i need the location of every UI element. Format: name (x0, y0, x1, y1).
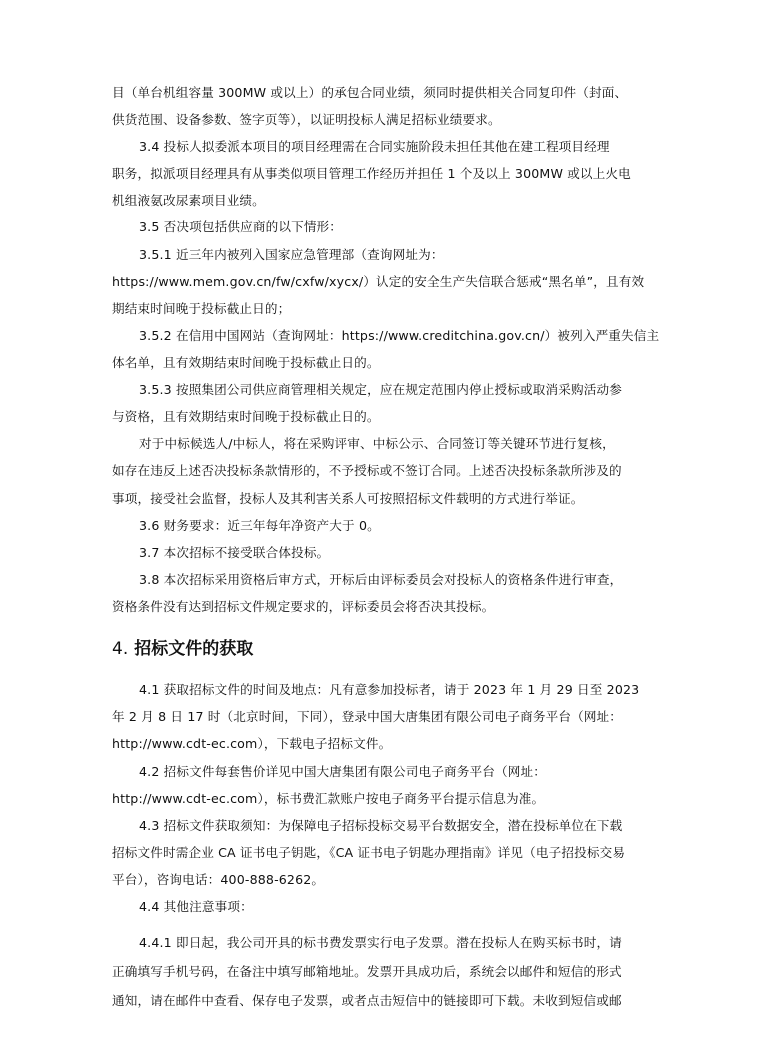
text-line: 期结束时间晚于投标截止日的； (112, 301, 291, 316)
text-line: 3.5.1 近三年内被列入国家应急管理部（查询网址为： (139, 247, 444, 262)
text-line: 3.5.3 按照集团公司供应商管理相关规定，应在规定范围内停止授标或取消采购活动参 (139, 382, 622, 397)
text-line: 事项，接受社会监督，投标人及其利害关系人可按照招标文件载明的方式进行举证。 (112, 491, 584, 506)
section-title: 招标文件的获取 (134, 639, 254, 659)
text-line: 4.1 获取招标文件的时间及地点：凡有意参加投标者，请于 2023 年 1 月 29 日至 2023 (139, 682, 640, 697)
section-heading (112, 636, 253, 662)
text-line: 对于中标候选人/中标人，将在采购评审、中标公示、合同签订等关键环节进行复核， (139, 436, 615, 451)
text-line: 资格条件没有达到招标文件规定要求的，评标委员会将否决其投标。 (112, 599, 495, 614)
text-line: 目（单台机组容量 300MW 或以上）的承包合同业绩，须同时提供相关合同复印件（封面、 (112, 85, 628, 100)
text-line: 如存在违反上述否决投标条款情形的，不予授标或不签订合同。上述否决投标条款所涉及的 (112, 463, 622, 478)
text-line: http://www.cdt-ec.com），下载电子招标文件。 (112, 736, 392, 751)
section-number: 4. (112, 639, 129, 659)
text-line: 3.5.2 在信用中国网站（查询网址：https://www.creditchina.gov.cn/）被列入严重失信主 (139, 328, 660, 343)
text-line: 3.4 投标人拟委派本项目的项目经理需在合同实施阶段未担任其他在建工程项目经理 (139, 139, 610, 154)
text-line: 正确填写手机号码，在备注中填写邮箱地址。发票开具成功后，系统会以邮件和短信的形式 (112, 964, 622, 979)
text-line: 3.8 本次招标采用资格后审方式，开标后由评标委员会对投标人的资格条件进行审查， (139, 572, 623, 587)
text-line: https://www.mem.gov.cn/fw/cxfw/xycx/）认定的安全生产失信联合惩戒“黑名单”，且有效 (112, 274, 645, 289)
text-line: 4.4.1 即日起，我公司开具的标书费发票实行电子发票。潜在投标人在购买标书时，请 (139, 935, 622, 950)
text-line: 供货范围、设备参数、签字页等），以证明投标人满足招标业绩要求。 (112, 112, 501, 127)
text-line: 年 2 月 8 日 17 时（北京时间，下同），登录中国大唐集团有限公司电子商务平台（网址： (112, 709, 623, 724)
text-line: 招标文件时需企业 CA 证书电子钥匙，《CA 证书电子钥匙办理指南》详见（电子招投标交易 (112, 845, 626, 860)
text-line: 4.2 招标文件每套售价详见中国大唐集团有限公司电子商务平台（网址： (139, 764, 546, 779)
text-line: 3.7 本次招标不接受联合体投标。 (139, 545, 330, 560)
text-line: 平台），咨询电话：400-888-6262。 (112, 872, 325, 887)
text-line: 体名单，且有效期结束时间晚于投标截止日的。 (112, 355, 380, 370)
text-line: 3.5 否决项包括供应商的以下情形： (139, 219, 343, 234)
text-line: 职务，拟派项目经理具有从事类似项目管理工作经历并担任 1 个及以上 300MW 或以上火电 (112, 166, 631, 181)
text-line: http://www.cdt-ec.com），标书费汇款账户按电子商务平台提示信息为准。 (112, 791, 545, 806)
text-line: 4.4 其他注意事项： (139, 899, 253, 914)
text-line: 通知，请在邮件中查看、保存电子发票，或者点击短信中的链接即可下载。未收到短信或邮 (112, 993, 622, 1008)
text-line: 机组液氨改尿素项目业绩。 (112, 193, 265, 208)
text-line: 与资格，且有效期结束时间晚于投标截止日的。 (112, 409, 380, 424)
text-line: 3.6 财务要求：近三年每年净资产大于 0。 (139, 518, 380, 533)
text-line: 4.3 招标文件获取须知：为保障电子招标投标交易平台数据安全，潜在投标单位在下载 (139, 818, 623, 833)
